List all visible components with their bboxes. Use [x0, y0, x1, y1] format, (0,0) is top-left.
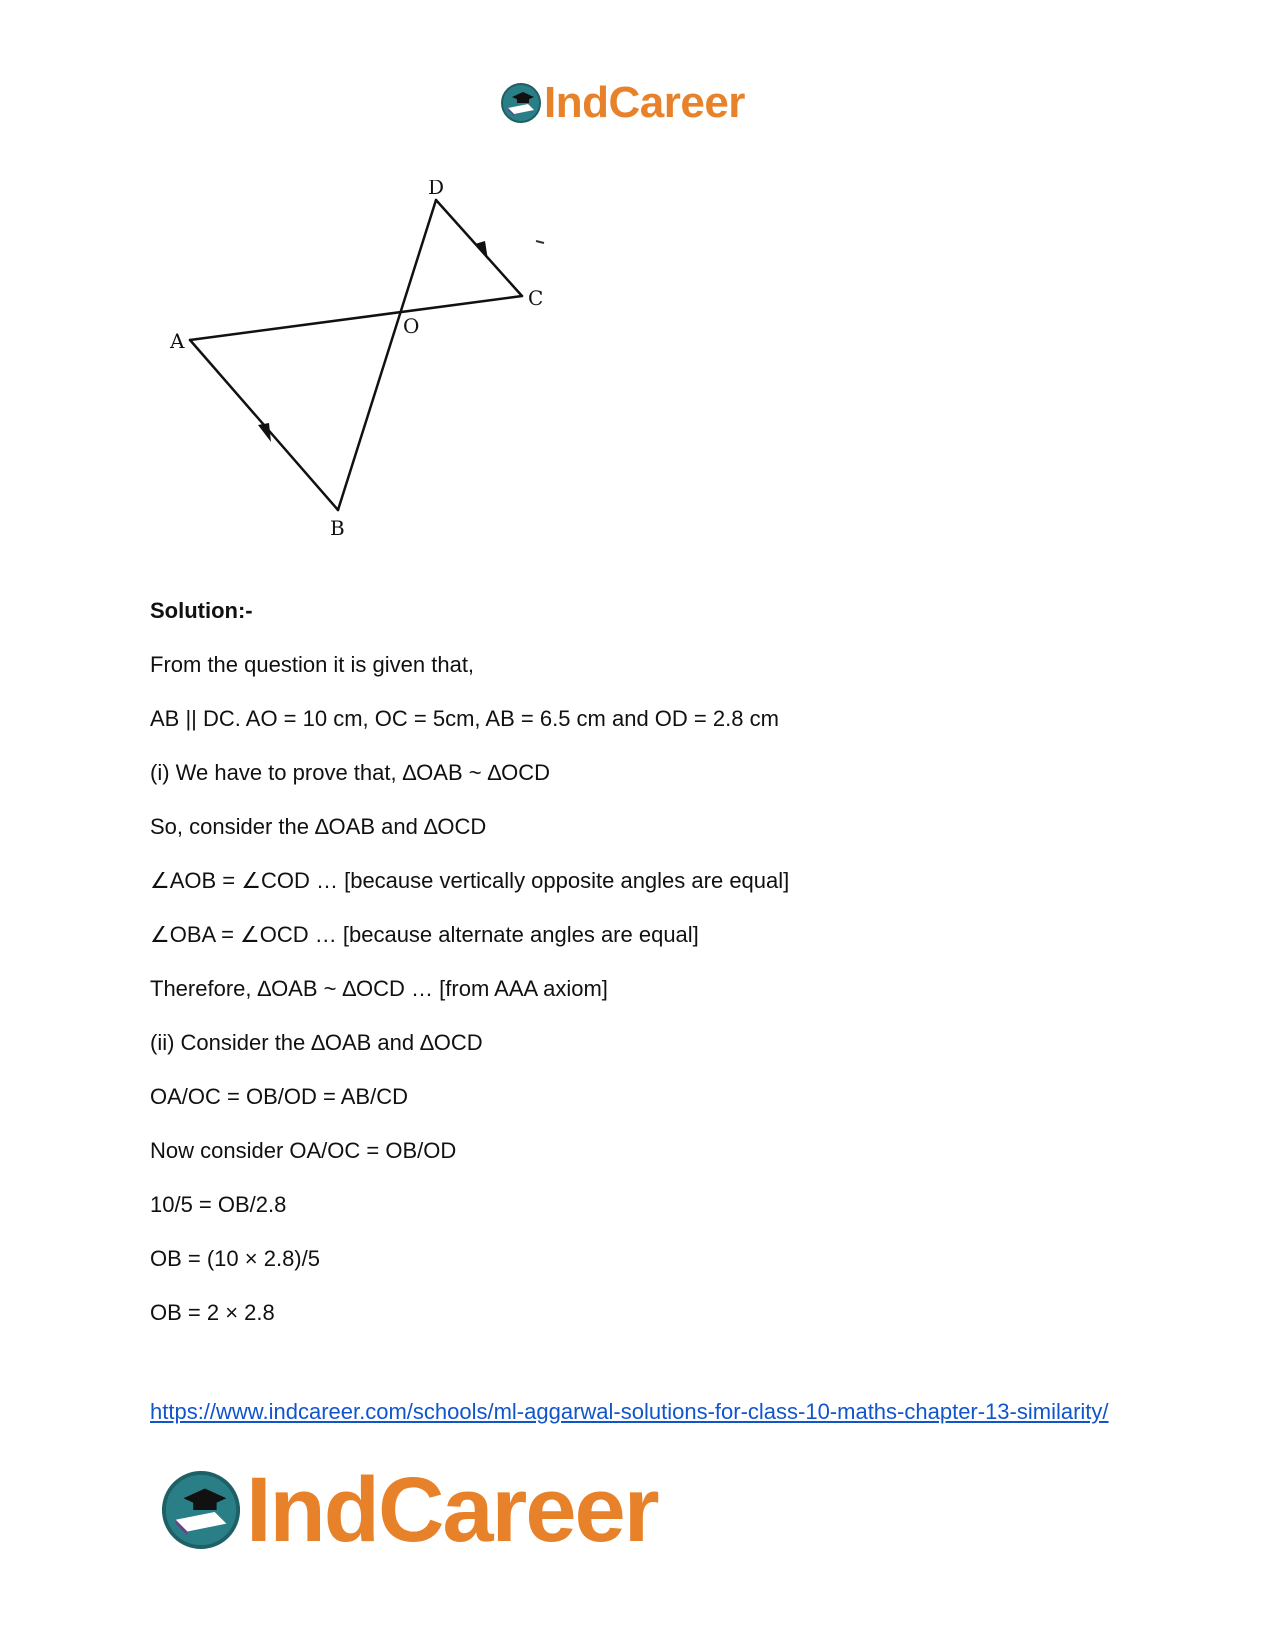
solution-line: OB = 2 × 2.8: [150, 1300, 275, 1325]
solution-line: (i) We have to prove that, ∆OAB ~ ∆OCD: [150, 760, 551, 785]
brand-wordmark: IndCareer: [544, 78, 745, 127]
solution-heading: Solution:-: [150, 598, 253, 623]
label-c: C: [528, 286, 544, 310]
arrow-ab: [258, 423, 271, 442]
solution-line: ∠AOB = ∠COD … [because vertically opposite angles are equal]: [150, 868, 790, 893]
label-d: D: [428, 180, 445, 199]
solution-line: Now consider OA/OC = OB/OD: [150, 1138, 457, 1163]
brand-wordmark: IndCareer: [246, 1459, 658, 1561]
solution-line: From the question it is given that,: [150, 652, 475, 677]
segment-bd: [338, 200, 436, 510]
label-b: B: [330, 516, 345, 540]
solution-line: (ii) Consider the ∆OAB and ∆OCD: [150, 1030, 483, 1055]
header-logo: [500, 78, 745, 128]
graduation-cap-book-icon: [160, 1469, 242, 1551]
solution-line: AB || DC. AO = 10 cm, OC = 5cm, AB = 6.5 cm and OD = 2.8 cm: [150, 706, 779, 731]
solution-line: OA/OC = OB/OD = AB/CD: [150, 1084, 408, 1109]
solution-line: ∠OBA = ∠OCD … [because alternate angles are equal]: [150, 922, 699, 947]
solution-line: So, consider the ∆OAB and ∆OCD: [150, 814, 487, 839]
segment-ac: [190, 296, 522, 340]
arrow-dc: [475, 241, 488, 260]
solution-line: Therefore, ∆OAB ~ ∆OCD … [from AAA axiom]: [150, 976, 608, 1001]
label-o: O: [403, 314, 420, 338]
geometry-figure: [150, 180, 580, 570]
footer-logo: [160, 1459, 658, 1561]
label-a: A: [170, 329, 185, 353]
solution-line: 10/5 = OB/2.8: [150, 1192, 287, 1217]
solution-line: OB = (10 × 2.8)/5: [150, 1246, 320, 1271]
source-link[interactable]: https://www.indcareer.com/schools/ml-aggarwal-solutions-for-class-10-maths-chapter-13-similarity/: [150, 1399, 1109, 1424]
graduation-cap-book-icon: [500, 82, 542, 124]
